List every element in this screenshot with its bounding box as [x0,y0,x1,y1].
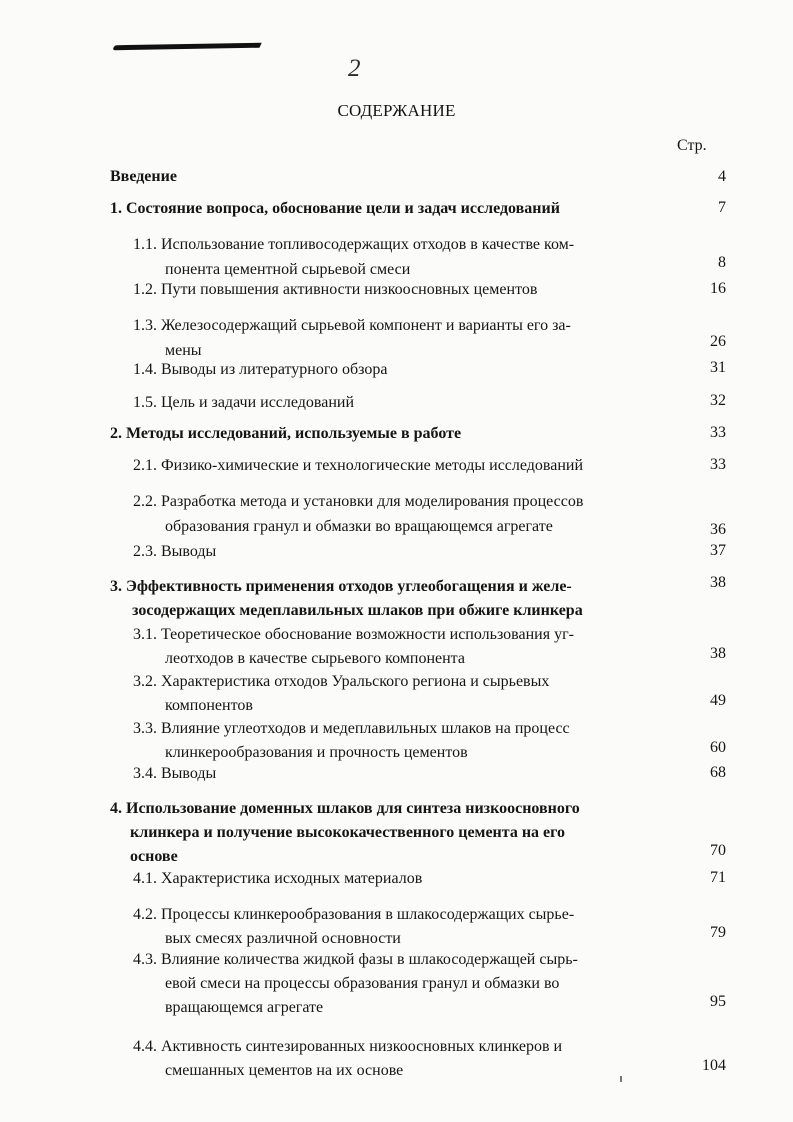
toc-page: 8 [718,254,726,271]
toc-entry-3-2 [133,670,661,718]
toc-entry-4-2 [133,903,661,951]
page-number: 2 [348,55,361,82]
toc-entry-continuation: основе [130,848,178,865]
toc-entry-continuation: смешанных цементов на их основе [165,1062,404,1079]
toc-entry-continuation: образования гранул и обмазки во вращающемся агрегате [165,518,553,535]
toc-entry-text: 4. Использование доменных шлаков для синтеза низкоосновного [110,800,580,817]
toc-page: 38 [710,645,726,662]
toc-page: 71 [710,869,726,886]
toc-entry-continuation: леотходов в качестве сырьевого компонента [165,650,465,667]
toc-entry-continuation: понента цементной сырьевой смеси [165,261,411,278]
toc-page: 104 [702,1057,726,1074]
toc-entry-text: 4.3. Влияние количества жидкой фазы в шлакосодержащей сырь- [133,951,578,968]
toc-page: 60 [710,739,726,756]
toc-entry-intro [110,168,655,186]
toc-entry-1-2 [133,281,661,299]
toc-entry-2-1 [133,457,661,475]
toc-entry-text: 1.5. Цель и задачи исследований [133,394,355,411]
page-title: СОДЕРЖАНИЕ [337,101,456,120]
toc-section-2 [110,425,655,443]
toc-entry-continuation: вращающемся агрегате [165,999,324,1016]
toc-entry-continuation: компонентов [165,697,253,714]
toc-section-3 [110,575,655,623]
toc-entry-4-4 [133,1035,661,1083]
toc-page: 33 [710,456,726,473]
toc-page: 36 [710,521,726,538]
toc-entry-text: 3.3. Влияние углеотходов и медеплавильных шлаков на процесс [133,720,570,737]
toc-entry-continuation: зосодержащих медеплавильных шлаков при обжиге клинкера [132,602,583,619]
toc-page: 37 [710,542,726,559]
toc-page: 4 [718,168,726,185]
toc-page: 31 [710,359,726,376]
toc-entry-text: 1.3. Железосодержащий сырьевой компонент и варианты его за- [133,317,571,334]
toc-entry-text: 3.4. Выводы [133,765,217,782]
toc-entry-text: 3.2. Характеристика отходов Уральского региона и сырьевых [133,673,550,690]
toc-entry-text: 4.4. Активность синтезированных низкоосновных клинкеров и [133,1038,563,1055]
toc-entry-1-4 [133,361,661,379]
page-column-header: Стр. [677,137,707,154]
toc-page: 38 [710,574,726,591]
toc-page: 49 [710,692,726,709]
toc-entry-text: 3.1. Теоретическое обоснование возможности использования уг- [133,626,574,643]
toc-page: 16 [710,280,726,297]
toc-entry-3-1 [133,623,661,671]
scan-mark [112,43,261,51]
toc-entry-text: 2. Методы исследований, используемые в работе [110,425,462,442]
toc-entry-text: 1.1. Использование топливосодержащих отходов в качестве ком- [133,236,575,253]
toc-entry-text: 1.4. Выводы из литературного обзора [133,361,388,378]
toc-entry-2-3 [133,543,661,561]
toc-entry-text: 1.2. Пути повышения активности низкоосновных цементов [133,281,538,298]
toc-page: 68 [710,764,726,781]
toc-page: 79 [710,924,726,941]
toc-entry-1-1 [133,232,661,282]
toc-entry-text: 2.2. Разработка метода и установки для моделирования процессов [133,493,584,510]
toc-entry-text: 3. Эффективность применения отходов углеобогащения и желе- [110,578,572,595]
toc-entry-4-3 [133,948,661,1020]
toc-entry-continuation: клинкерообразования и прочность цементов [165,744,468,761]
toc-page: 7 [718,199,726,216]
toc-entry-3-4 [133,765,661,783]
toc-entry-text: 2.3. Выводы [133,543,217,560]
toc-entry-text: 4.2. Процессы клинкерообразования в шлакосодержащих сырье- [133,906,575,923]
toc-entry-continuation: клинкера и получение высококачественного цемента на его [130,824,566,841]
toc-section-1 [110,200,655,218]
toc-section-4 [110,797,655,869]
toc-entry-3-3 [133,717,661,765]
toc-entry-text: Введение [110,168,177,185]
toc-entry-continuation: мены [165,342,202,359]
toc-entry-4-1 [133,870,661,888]
toc-entry-text: 2.1. Физико-химические и технологические методы исследований [133,457,584,474]
toc-page: 26 [710,333,726,350]
toc-page: 33 [710,424,726,441]
toc-page: 95 [710,993,726,1010]
toc-entry-2-2 [133,489,661,539]
toc-entry-text: 1. Состояние вопроса, обоснование цели и задач исследований [110,200,560,217]
toc-entry-1-5 [133,394,661,412]
toc-entry-1-3 [133,313,661,363]
toc-page: 70 [710,842,726,859]
scan-speck [620,1076,622,1082]
toc-entry-continuation: евой смеси на процессы образования гранул и обмазки во [165,975,560,992]
toc-entry-continuation: вых смесях различной основности [165,930,401,947]
toc-entry-text: 4.1. Характеристика исходных материалов [133,870,423,887]
toc-page: 32 [710,392,726,409]
